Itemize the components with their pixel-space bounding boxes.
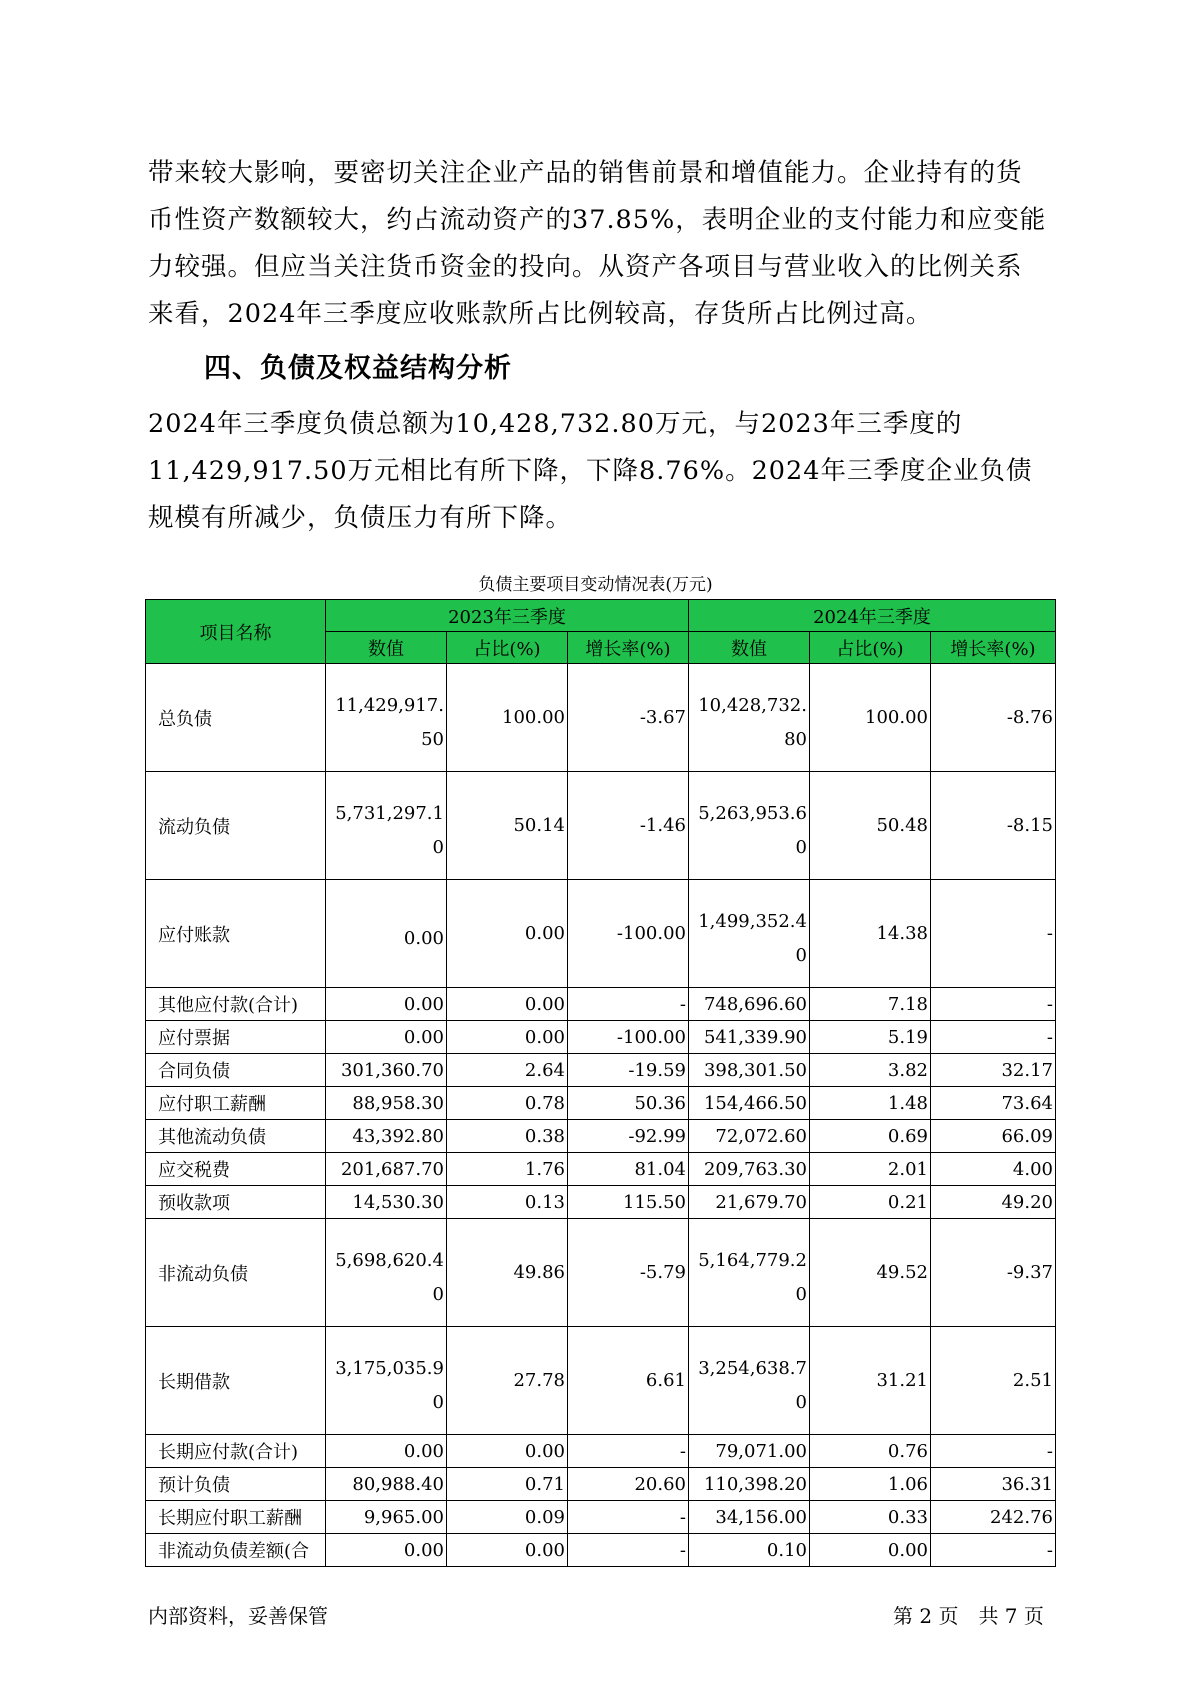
growth-2023-cell: -5.79 [568,1219,689,1327]
header-share-2023: 占比(%) [447,632,568,664]
table-row [146,1501,1056,1534]
share-2024-cell: 14.38 [810,880,931,988]
share-2024-cell: 1.48 [810,1087,931,1120]
share-2023-cell: 100.00 [447,664,568,772]
value-2023-cell: 9,965.00 [326,1501,447,1534]
share-2024-cell: 49.52 [810,1219,931,1327]
table-row [146,1186,1056,1219]
value-2023-cell: 0.00 [326,880,447,988]
table-row [146,1153,1056,1186]
growth-2024-cell: - [931,1021,1056,1054]
growth-2023-cell: -100.00 [568,1021,689,1054]
growth-2024-cell: -8.15 [931,772,1056,880]
share-2024-cell: 50.48 [810,772,931,880]
row-name-cell: 长期应付职工薪酬 [146,1501,326,1534]
growth-2024-cell: -8.76 [931,664,1056,772]
growth-2023-cell: -92.99 [568,1120,689,1153]
row-name-cell: 非流动负债 [146,1219,326,1327]
header-period-2023: 2023年三季度 [326,600,689,632]
value-2024-cell: 0.10 [689,1534,810,1567]
share-2024-cell: 7.18 [810,988,931,1021]
value-2024-cell: 398,301.50 [689,1054,810,1087]
share-2023-cell: 49.86 [447,1219,568,1327]
share-2023-cell: 50.14 [447,772,568,880]
table-body [146,664,1056,1567]
table-header [146,600,1056,664]
header-value-2024: 数值 [689,632,810,664]
row-name-cell: 合同负债 [146,1054,326,1087]
value-2023-cell: 80,988.40 [326,1468,447,1501]
value-2024-cell: 209,763.30 [689,1153,810,1186]
growth-2024-cell: - [931,988,1056,1021]
growth-2024-cell: 242.76 [931,1501,1056,1534]
share-2024-cell: 0.21 [810,1186,931,1219]
table-row [146,1120,1056,1153]
row-name-cell: 其他流动负债 [146,1120,326,1153]
value-2024-cell: 10,428,732.80 [689,664,810,772]
growth-2024-cell: - [931,1435,1056,1468]
growth-2024-cell: 4.00 [931,1153,1056,1186]
row-name-cell: 预收款项 [146,1186,326,1219]
value-2024-cell: 1,499,352.40 [689,880,810,988]
growth-2023-cell: 115.50 [568,1186,689,1219]
share-2024-cell: 5.19 [810,1021,931,1054]
table-row [146,988,1056,1021]
value-2024-cell: 541,339.90 [689,1021,810,1054]
value-2023-cell: 11,429,917.50 [326,664,447,772]
value-2024-cell: 21,679.70 [689,1186,810,1219]
share-2023-cell: 0.78 [447,1087,568,1120]
value-2024-cell: 5,164,779.20 [689,1219,810,1327]
share-2024-cell: 0.76 [810,1435,931,1468]
table-row [146,772,1056,880]
share-2023-cell: 0.38 [447,1120,568,1153]
share-2024-cell: 0.33 [810,1501,931,1534]
footer-page-number: 第 2 页 共 7 页 [893,1604,1044,1628]
value-2023-cell: 5,731,297.10 [326,772,447,880]
growth-2023-cell: -19.59 [568,1054,689,1087]
value-2024-cell: 34,156.00 [689,1501,810,1534]
value-2024-cell: 79,071.00 [689,1435,810,1468]
body-paragraph-2: 2024年三季度负债总额为10,428,732.80万元，与2023年三季度的11,429,917.50万元相比有所下降，下降8.76%。2024年三季度企业负债规模有所减少，负债压力有所下降。 [148,409,1033,533]
share-2023-cell: 0.09 [447,1501,568,1534]
row-name-cell: 应付职工薪酬 [146,1087,326,1120]
share-2023-cell: 0.00 [447,1435,568,1468]
row-name-cell: 预计负债 [146,1468,326,1501]
growth-2023-cell: 50.36 [568,1087,689,1120]
value-2024-cell: 110,398.20 [689,1468,810,1501]
table-row [146,1054,1056,1087]
share-2023-cell: 0.71 [447,1468,568,1501]
row-name-cell: 长期借款 [146,1327,326,1435]
table-row [146,664,1056,772]
share-2024-cell: 0.00 [810,1534,931,1567]
header-growth-2023: 增长率(%) [568,632,689,664]
growth-2024-cell: 66.09 [931,1120,1056,1153]
growth-2023-cell: -100.00 [568,880,689,988]
body-paragraph-1: 带来较大影响，要密切关注企业产品的销售前景和增值能力。企业持有的货币性资产数额较大，约占流动资产的37.85%，表明企业的支付能力和应变能力较强。但应当关注货币资金的投向。从资产各项目与营业收入的比例关系来看，2024年三季度应收账款所占比例较高，存货所占比例过高。 [148,158,1047,329]
growth-2023-cell: - [568,1534,689,1567]
growth-2023-cell: -1.46 [568,772,689,880]
table-row [146,880,1056,988]
share-2024-cell: 2.01 [810,1153,931,1186]
share-2023-cell: 27.78 [447,1327,568,1435]
footer-confidential-note: 内部资料，妥善保管 [148,1604,328,1628]
row-name-cell: 总负债 [146,664,326,772]
section-heading: 四、负债及权益结构分析 [204,353,512,384]
value-2024-cell: 3,254,638.70 [689,1327,810,1435]
table-row [146,1219,1056,1327]
header-period-2024: 2024年三季度 [689,600,1056,632]
growth-2024-cell: 2.51 [931,1327,1056,1435]
growth-2024-cell: - [931,1534,1056,1567]
growth-2024-cell: - [931,880,1056,988]
table-row [146,1087,1056,1120]
value-2023-cell: 0.00 [326,1435,447,1468]
share-2023-cell: 1.76 [447,1153,568,1186]
growth-2023-cell: - [568,1501,689,1534]
share-2024-cell: 100.00 [810,664,931,772]
value-2024-cell: 5,263,953.60 [689,772,810,880]
row-name-cell: 应付票据 [146,1021,326,1054]
growth-2023-cell: -3.67 [568,664,689,772]
share-2024-cell: 3.82 [810,1054,931,1087]
value-2023-cell: 5,698,620.40 [326,1219,447,1327]
table-caption: 负债主要项目变动情况表(万元) [478,575,713,595]
share-2023-cell: 0.00 [447,880,568,988]
value-2023-cell: 3,175,035.90 [326,1327,447,1435]
value-2023-cell: 301,360.70 [326,1054,447,1087]
share-2023-cell: 2.64 [447,1054,568,1087]
table-row [146,1534,1056,1567]
growth-2024-cell: 49.20 [931,1186,1056,1219]
growth-2023-cell: - [568,988,689,1021]
value-2023-cell: 43,392.80 [326,1120,447,1153]
table-row [146,1468,1056,1501]
row-name-cell: 其他应付款(合计) [146,988,326,1021]
row-name-cell: 非流动负债差额(合 [146,1534,326,1567]
share-2023-cell: 0.00 [447,988,568,1021]
growth-2023-cell: - [568,1435,689,1468]
share-2023-cell: 0.13 [447,1186,568,1219]
row-name-cell: 流动负债 [146,772,326,880]
share-2023-cell: 0.00 [447,1021,568,1054]
growth-2024-cell: 73.64 [931,1087,1056,1120]
row-name-cell: 应交税费 [146,1153,326,1186]
table-row [146,1327,1056,1435]
share-2024-cell: 31.21 [810,1327,931,1435]
share-2024-cell: 1.06 [810,1468,931,1501]
header-growth-2024: 增长率(%) [931,632,1056,664]
header-share-2024: 占比(%) [810,632,931,664]
value-2023-cell: 0.00 [326,1021,447,1054]
value-2023-cell: 88,958.30 [326,1087,447,1120]
growth-2024-cell: 32.17 [931,1054,1056,1087]
table-row [146,1021,1056,1054]
header-item-name: 项目名称 [146,600,326,664]
table-row [146,1435,1056,1468]
growth-2024-cell: 36.31 [931,1468,1056,1501]
header-value-2023: 数值 [326,632,447,664]
share-2023-cell: 0.00 [447,1534,568,1567]
value-2024-cell: 154,466.50 [689,1087,810,1120]
value-2023-cell: 0.00 [326,988,447,1021]
growth-2023-cell: 6.61 [568,1327,689,1435]
share-2024-cell: 0.69 [810,1120,931,1153]
value-2023-cell: 0.00 [326,1534,447,1567]
row-name-cell: 应付账款 [146,880,326,988]
growth-2023-cell: 81.04 [568,1153,689,1186]
value-2024-cell: 748,696.60 [689,988,810,1021]
value-2023-cell: 14,530.30 [326,1186,447,1219]
growth-2023-cell: 20.60 [568,1468,689,1501]
row-name-cell: 长期应付款(合计) [146,1435,326,1468]
growth-2024-cell: -9.37 [931,1219,1056,1327]
value-2023-cell: 201,687.70 [326,1153,447,1186]
liability-table [145,599,1056,1567]
value-2024-cell: 72,072.60 [689,1120,810,1153]
